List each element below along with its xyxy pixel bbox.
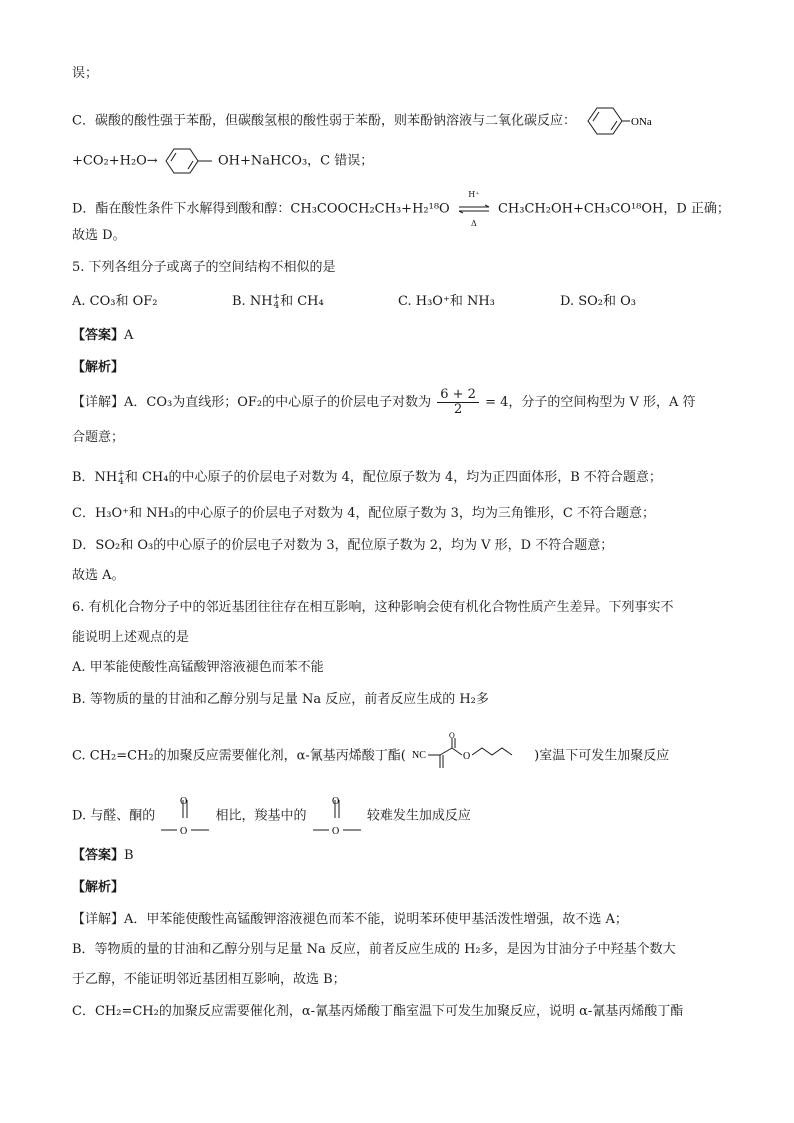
answer-6: 【答案】B <box>72 848 134 863</box>
phenol-structure <box>162 146 214 176</box>
q5-option-d: D. SO₂和 O₃ <box>560 294 637 309</box>
q6-option-b: B. 等物质的量的甘油和乙醇分别与足量 Na 反应，前者反应生成的 H₂多 <box>72 692 489 707</box>
reversible-arrow <box>458 205 490 213</box>
q6-option-a: A. 甲苯能使酸性高锰酸钾溶液褪色而苯不能 <box>72 660 324 675</box>
q5-option-a: A. CO₃和 OF₂ <box>72 294 158 309</box>
svg-text:O: O <box>180 826 188 837</box>
detail-6-a: 【详解】A．甲苯能使酸性高锰酸钾溶液褪色而苯不能，说明苯环使甲基活泼性增强，故不选 A； <box>72 912 628 927</box>
detail-6-b-cont: 于乙醇，不能证明邻近基团相互影响，故选 B； <box>72 972 346 987</box>
reaction-condition-top: H⁺ <box>468 190 480 199</box>
carbonyl-structure <box>159 796 211 836</box>
detail-5-b: B．NH+ 4和 CH₄的中心原子的价层电子对数为 4，配位原子数为 4，均为正四面体形，B 不符合题意； <box>72 468 662 487</box>
detail-6-c: C．CH₂=CH₂的加聚反应需要催化剂，α-氰基丙烯酸丁酯室温下可发生加聚反应，说明 α-氰基丙烯酸丁酯 <box>72 1004 684 1019</box>
svg-text:O: O <box>331 796 339 807</box>
conclusion-5: 故选 A。 <box>72 568 125 583</box>
answer-5: 【答案】A <box>72 328 134 343</box>
butyl-cyanoacrylate-structure <box>410 731 530 776</box>
svg-text:O: O <box>463 751 471 762</box>
q5-option-c: C. H₃O⁺和 NH₃ <box>398 294 495 309</box>
svg-text:O: O <box>180 796 188 807</box>
svg-text:O: O <box>449 731 455 740</box>
reaction-condition-bottom: Δ <box>470 219 477 228</box>
option-d-line: D．酯在酸性条件下水解得到酸和醇：CH₃COOCH₂CH₃+H₂¹⁸O H⁺ Δ CH₃CH₂OH+CH₃CO¹⁸OH，D 正确； <box>72 190 730 228</box>
analysis-5-heading: 【解析】 <box>72 360 125 375</box>
ona-label: ONa <box>631 116 652 128</box>
sodium-phenoxide-structure <box>580 104 660 138</box>
carboxyl-structure <box>311 796 363 836</box>
svg-text:O: O <box>331 826 339 837</box>
text-line: 误； <box>72 66 99 81</box>
detail-5-a-cont: 合题意； <box>72 430 125 445</box>
q6-option-c: C. CH₂=CH₂的加聚反应需要催化剂，α-氰基丙烯酸丁酯( NC O O )室温下可发生加聚反应 <box>72 736 669 776</box>
analysis-6-heading: 【解析】 <box>72 880 125 895</box>
detail-6-b: B．等物质的量的甘油和乙醇分别与足量 Na 反应，前者反应生成的 H₂多，是因为甘油分子中羟基个数大 <box>72 942 676 957</box>
q6-option-d: D. 与醛、酮的 O O 相比，羧基中的 O O 较难发生加成反应 <box>72 796 471 837</box>
detail-5-a: 【详解】A．CO₃为直线形；OF₂的中心原子的价层电子对数为 $\frac{6 + 2}{2}$ = 4，分子的空间构型为 V 形，A 符 <box>72 387 696 417</box>
option-c-line: C．碳酸的酸性强于苯酚，但碳酸氢根的酸性弱于苯酚，则苯酚钠溶液与二氧化碳反应： ONa <box>72 104 660 138</box>
option-c-line2: +CO₂+H₂O→ OH+NaHCO₃，C 错误； <box>72 146 373 176</box>
detail-5-c: C．H₃O⁺和 NH₃的中心原子的价层电子对数为 4，配位原子数为 3，均为三角锥形，C 不符合题意； <box>72 506 655 521</box>
q5-option-b: B. NH+ 4和 CH₄ <box>232 292 324 311</box>
svg-text:NC: NC <box>412 750 426 761</box>
fraction: $\frac{6 + 2}{2}$ <box>437 388 479 417</box>
question-6-stem: 6. 有机化合物分子中的邻近基团往往存在相互影响，这种影响会使有机化合物性质产生差异。下列事实不 <box>72 600 674 615</box>
conclusion-line: 故选 D。 <box>72 228 126 243</box>
detail-5-d: D．SO₂和 O₃的中心原子的价层电子对数为 3，配位原子数为 2，均为 V 形，D 不符合题意； <box>72 538 614 553</box>
question-6-stem-cont: 能说明上述观点的是 <box>72 630 190 645</box>
question-5-stem: 5. 下列各组分子或离子的空间结构不相似的是 <box>72 260 336 275</box>
